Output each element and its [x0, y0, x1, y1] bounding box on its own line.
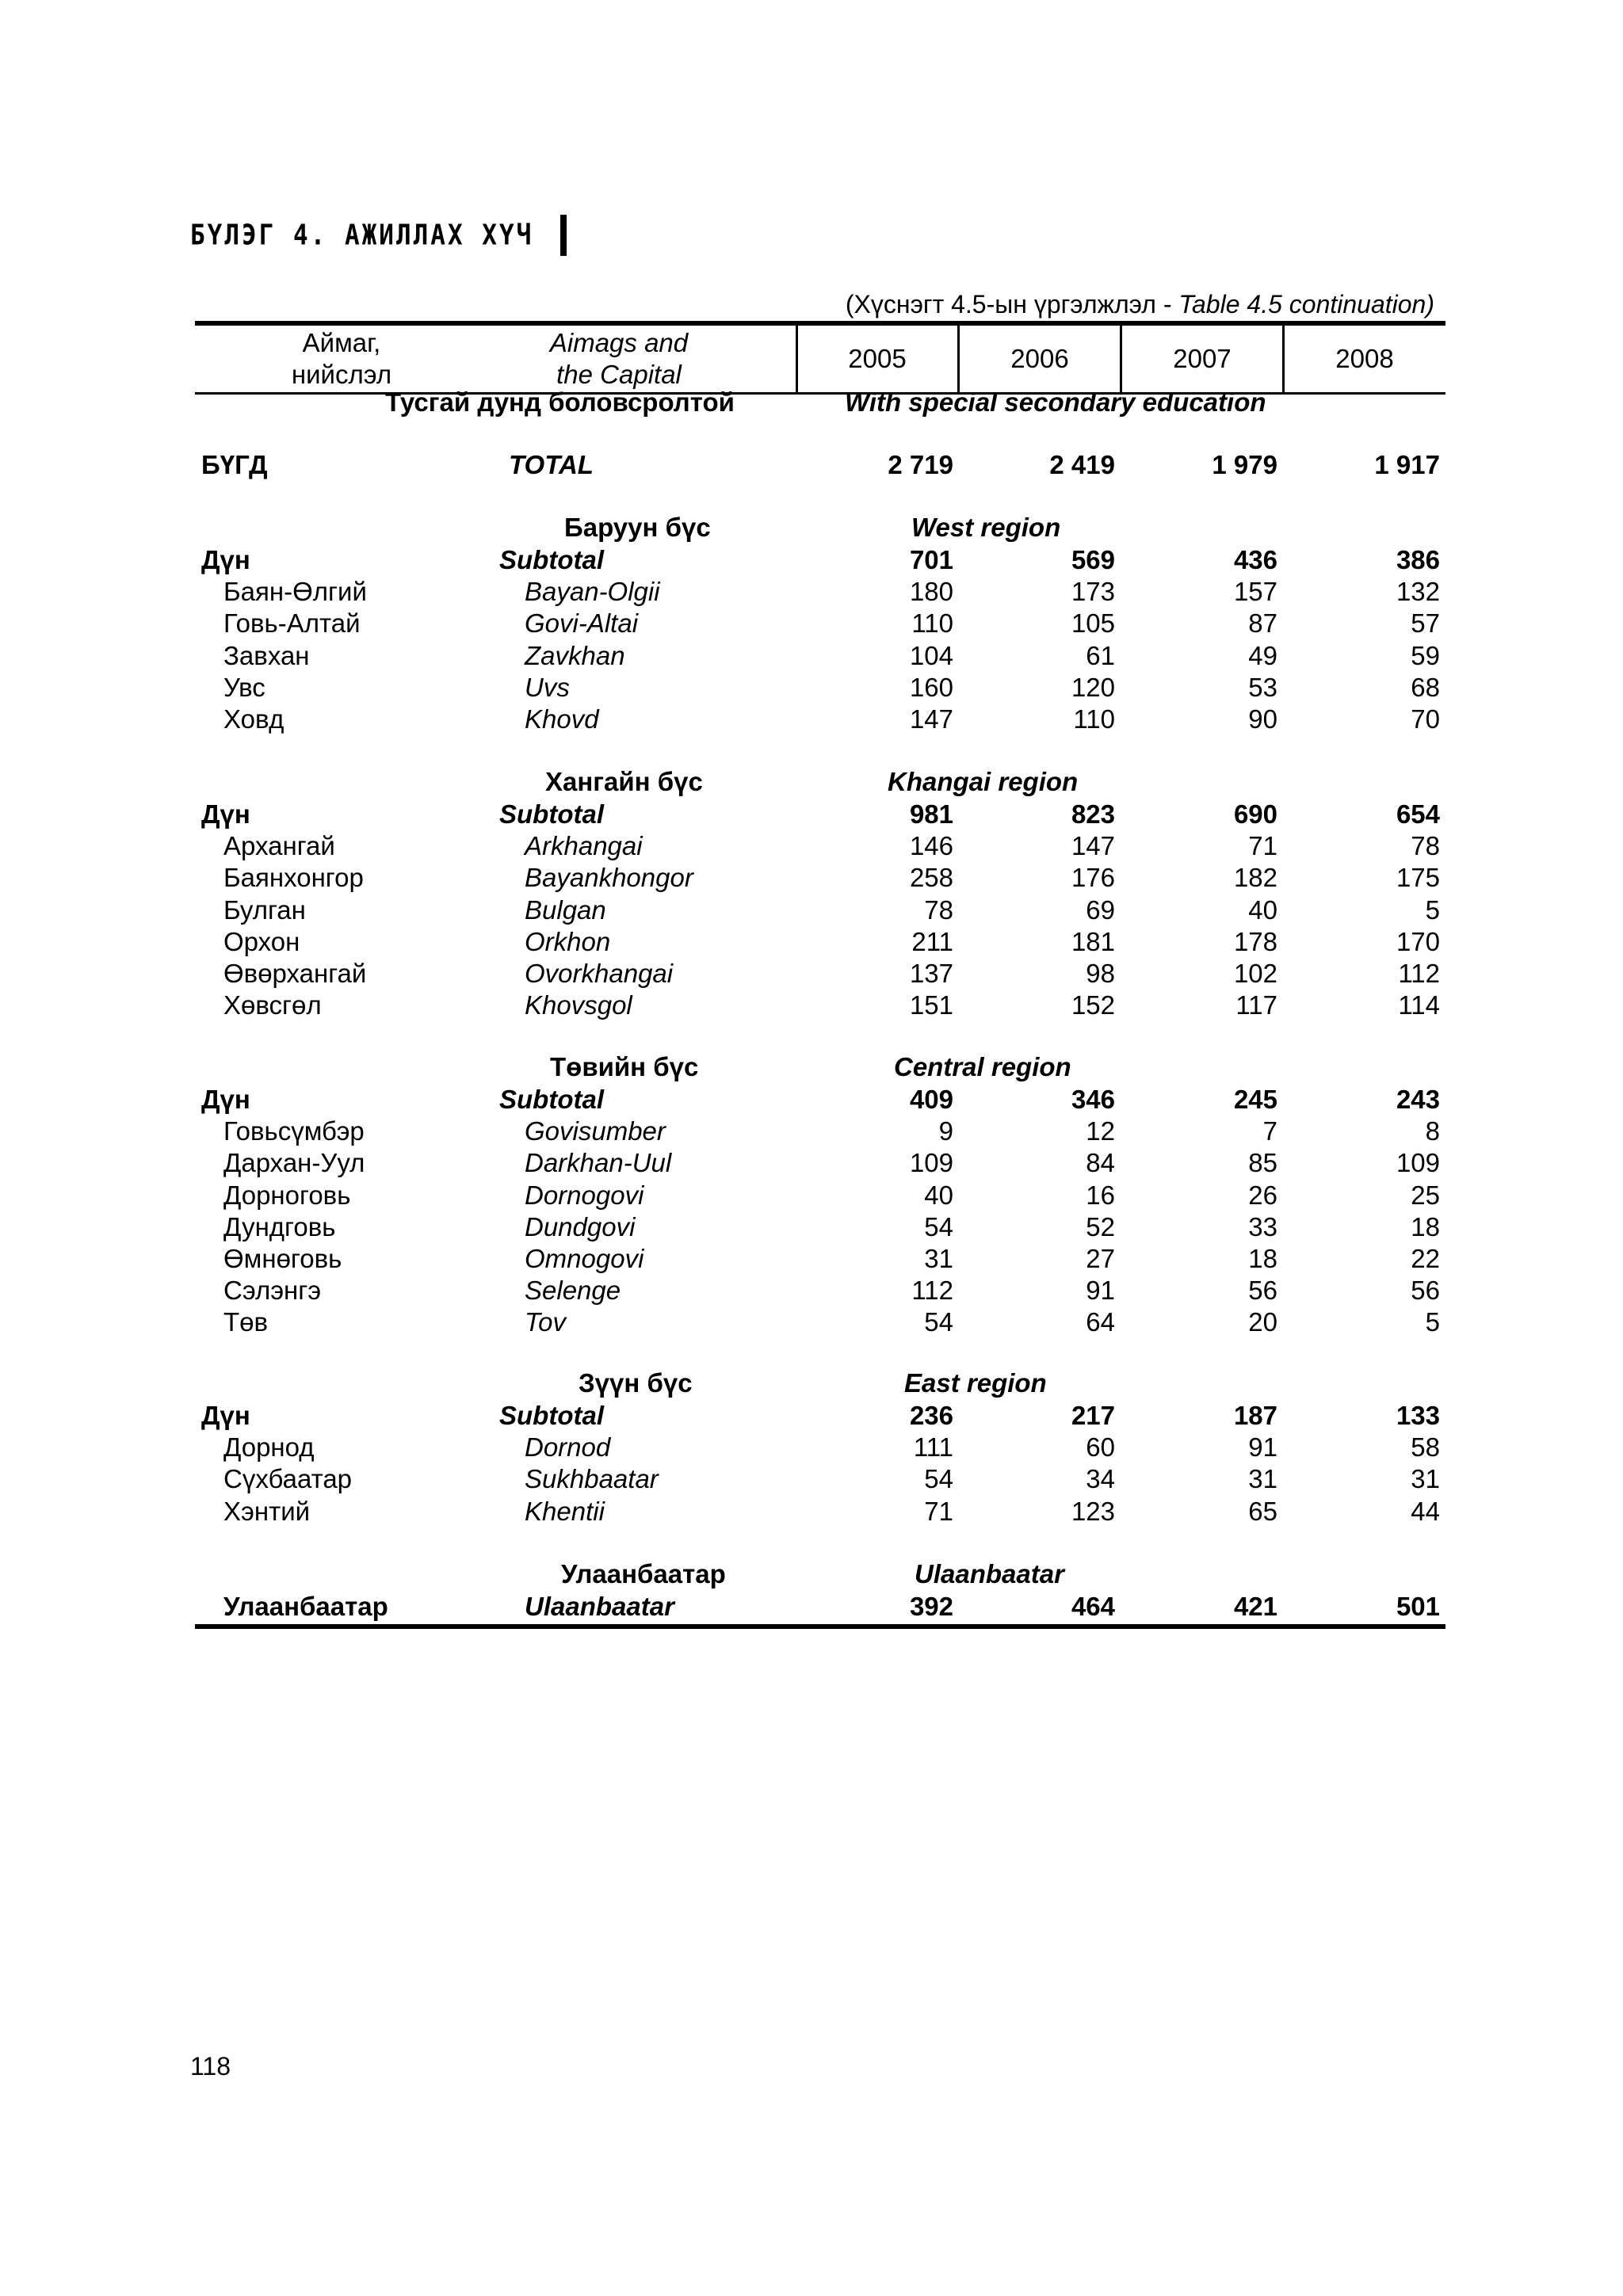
- table-cell-value: 175: [1396, 863, 1440, 892]
- table-cell-value: 58: [1411, 1432, 1440, 1462]
- table-cell-value: 245: [1233, 1085, 1277, 1114]
- table-cell-value: 98: [1086, 959, 1115, 988]
- table-cell-value: 12: [1086, 1116, 1115, 1146]
- table-row: [195, 640, 1445, 672]
- table-row: [195, 1275, 1445, 1306]
- table-cell-value: 690: [1233, 799, 1277, 829]
- column-header-en-line2: the Capital: [556, 360, 682, 389]
- row-label-mn: Говь-Алтай: [223, 608, 361, 638]
- table-cell-value: 71: [924, 1497, 953, 1526]
- row-label-mn: Сүхбаатар: [223, 1464, 353, 1493]
- row-label-mn: Говьсүмбэр: [223, 1116, 365, 1146]
- table-cell-value: 421: [1233, 1592, 1277, 1621]
- table-cell-value: 1 979: [1212, 450, 1277, 479]
- subtotal-row: [195, 544, 1445, 576]
- row-label-en: Bayankhongor: [525, 863, 693, 892]
- table-cell-value: 70: [1411, 704, 1440, 734]
- table-row: [195, 1306, 1445, 1338]
- table-cell-value: 114: [1398, 990, 1440, 1020]
- table-cell-value: 22: [1411, 1244, 1440, 1273]
- table-cell-value: 217: [1071, 1401, 1115, 1430]
- subtotal-row: [195, 1400, 1445, 1432]
- table-header: [195, 326, 1445, 392]
- row-label-mn: Булган: [223, 895, 306, 925]
- region-heading-en: East region: [904, 1368, 1047, 1398]
- row-label-mn: Завхан: [223, 641, 310, 670]
- table-row: [195, 990, 1445, 1021]
- row-label-en: Bayan-Olgii: [525, 577, 660, 606]
- table-row: [195, 1496, 1445, 1527]
- table-row: [195, 1463, 1445, 1495]
- region-heading: [195, 1051, 1445, 1084]
- row-label-en: Tov: [525, 1307, 566, 1337]
- row-label-en: Khovd: [525, 704, 599, 734]
- table-cell-value: 60: [1086, 1432, 1115, 1462]
- table-cell-value: 68: [1411, 673, 1440, 702]
- table-row: [195, 704, 1445, 735]
- table-cell-value: 346: [1071, 1085, 1115, 1114]
- table-cell-value: 110: [1073, 704, 1115, 734]
- row-label-mn: Дархан-Уул: [223, 1148, 365, 1177]
- region-heading: [195, 1367, 1445, 1400]
- column-header-mn-line2: нийслэл: [291, 360, 392, 389]
- table-cell-value: 147: [909, 704, 953, 734]
- year-header: 2007: [1173, 344, 1232, 373]
- table-row: [195, 958, 1445, 990]
- row-label-en: Arkhangai: [525, 831, 643, 860]
- table-cell-value: 181: [1071, 927, 1115, 956]
- row-label-en: Orkhon: [525, 927, 611, 956]
- row-label-mn: Баянхонгор: [223, 863, 364, 892]
- year-header: 2006: [1010, 344, 1069, 373]
- row-label-mn: Баян-Өлгий: [223, 577, 367, 606]
- table-cell-value: 54: [924, 1464, 953, 1493]
- table-cell-value: 9: [938, 1116, 953, 1146]
- region-heading-mn: Баруун бүс: [564, 513, 711, 542]
- table-cell-value: 823: [1071, 799, 1115, 829]
- table-cell-value: 176: [1071, 863, 1115, 892]
- row-label-en: Omnogovi: [525, 1244, 644, 1273]
- row-label-en: Uvs: [525, 673, 570, 702]
- table-cell-value: 27: [1086, 1244, 1115, 1273]
- year-header: 2005: [848, 344, 907, 373]
- table-cell-value: 64: [1086, 1307, 1115, 1337]
- table-cell-value: 31: [924, 1244, 953, 1273]
- table-cell-value: 18: [1248, 1244, 1277, 1273]
- table-cell-value: 65: [1248, 1497, 1277, 1526]
- row-label-mn: Дорноговь: [223, 1180, 351, 1210]
- table-row: [195, 1180, 1445, 1211]
- table-cell-value: 110: [911, 608, 953, 638]
- table-cell-value: 2 419: [1049, 450, 1115, 479]
- row-label-en: Khentii: [525, 1497, 605, 1526]
- table-row: [195, 1116, 1445, 1147]
- row-label-en: Bulgan: [525, 895, 606, 925]
- table-cell-value: 243: [1396, 1085, 1440, 1114]
- row-label-en: Khovsgol: [525, 990, 632, 1020]
- region-heading-mn: Хангайн бүс: [545, 767, 703, 796]
- table-cell-value: 16: [1086, 1180, 1115, 1210]
- row-label-mn: Хөвсгөл: [223, 990, 322, 1020]
- table-cell-value: 5: [1425, 1307, 1440, 1337]
- table-row: [195, 926, 1445, 958]
- region-heading-en: Ulaanbaatar: [915, 1559, 1064, 1589]
- chapter-title: БҮЛЭГ 4. АЖИЛЛАХ ХҮЧ: [190, 219, 534, 252]
- row-label-mn: Дүн: [201, 1085, 250, 1114]
- region-heading-en: West region: [911, 513, 1061, 542]
- row-label-mn: Дорнод: [223, 1432, 315, 1462]
- table-cell-value: 85: [1248, 1148, 1277, 1177]
- row-label-en: Sukhbaatar: [525, 1464, 659, 1493]
- table-row: [195, 830, 1445, 862]
- table-cell-value: 120: [1071, 673, 1115, 702]
- region-heading-en: Khangai region: [888, 767, 1079, 796]
- table-cell-value: 436: [1233, 545, 1277, 574]
- table-cell-value: 53: [1248, 673, 1277, 702]
- row-label-mn: Увс: [223, 673, 265, 702]
- table-cell-value: 123: [1071, 1497, 1115, 1526]
- table-cell-value: 160: [909, 673, 953, 702]
- row-label-mn: Өвөрхангай: [223, 959, 367, 988]
- row-label-mn: Дундговь: [223, 1212, 336, 1241]
- table-continuation-note: [846, 290, 1434, 319]
- row-label-mn: Улаанбаатар: [223, 1592, 388, 1621]
- subtotal-row: [195, 1084, 1445, 1116]
- total-row: [195, 449, 1445, 481]
- table-cell-value: 7: [1262, 1116, 1277, 1146]
- row-label-en: Subtotal: [499, 545, 604, 574]
- table-cell-value: 187: [1233, 1401, 1277, 1430]
- table-cell-value: 91: [1248, 1432, 1277, 1462]
- table-cell-value: 392: [909, 1592, 953, 1621]
- table-cell-value: 211: [911, 927, 953, 956]
- table-row: [195, 1243, 1445, 1275]
- table-cell-value: 84: [1086, 1148, 1115, 1177]
- table-cell-value: 91: [1086, 1276, 1115, 1305]
- row-label-en: Ulaanbaatar: [525, 1592, 674, 1621]
- row-label-mn: Орхон: [223, 927, 300, 956]
- table-cell-value: 170: [1396, 927, 1440, 956]
- table-cell-value: 40: [1248, 895, 1277, 925]
- region-heading-en: Central region: [894, 1052, 1071, 1081]
- table-cell-value: 33: [1248, 1212, 1277, 1241]
- table-cell-value: 105: [1071, 608, 1115, 638]
- table-cell-value: 78: [1411, 831, 1440, 860]
- row-label-en: Dornogovi: [525, 1180, 644, 1210]
- education-heading-mn: Тусгай дунд боловсролтой: [385, 387, 735, 417]
- table-cell-value: 182: [1233, 863, 1277, 892]
- table-row: [195, 1591, 1445, 1623]
- row-label-en: Ovorkhangai: [525, 959, 674, 988]
- table-cell-value: 157: [1233, 577, 1277, 606]
- table-row: [195, 608, 1445, 639]
- table-cell-value: 31: [1248, 1464, 1277, 1493]
- table-cell-value: 102: [1233, 959, 1277, 988]
- table-cell-value: 56: [1411, 1276, 1440, 1305]
- region-heading: [195, 765, 1445, 799]
- region-heading-mn: Зүүн бүс: [579, 1368, 693, 1398]
- table-cell-value: 180: [909, 577, 953, 606]
- table-cell-value: 112: [1398, 959, 1440, 988]
- region-heading-mn: Улаанбаатар: [561, 1559, 726, 1589]
- table-cell-value: 8: [1425, 1116, 1440, 1146]
- education-heading-en: With special secondary education: [845, 387, 1266, 417]
- row-label-en: Dornod: [525, 1432, 611, 1462]
- table-row: [195, 1147, 1445, 1179]
- table-cell-value: 44: [1411, 1497, 1440, 1526]
- table-cell-value: 69: [1086, 895, 1115, 925]
- region-heading-mn: Төвийн бүс: [550, 1052, 699, 1081]
- table-cell-value: 654: [1396, 799, 1440, 829]
- table-cell-value: 57: [1411, 608, 1440, 638]
- education-heading: [195, 386, 1445, 419]
- table-cell-value: 569: [1071, 545, 1115, 574]
- table-row: [195, 894, 1445, 926]
- row-label-mn: Дүн: [201, 1401, 250, 1430]
- table-cell-value: 409: [909, 1085, 953, 1114]
- table-cell-value: 151: [909, 990, 953, 1020]
- column-header-mn-line1: Аймаг,: [302, 328, 381, 357]
- row-label-mn: Дүн: [201, 545, 250, 574]
- table-cell-value: 1 917: [1374, 450, 1440, 479]
- table-cell-value: 111: [913, 1432, 953, 1462]
- column-header-en-line1: Aimags and: [549, 328, 689, 357]
- row-label-mn: Ховд: [223, 704, 285, 734]
- row-label-en: Govisumber: [525, 1116, 666, 1146]
- row-label-en: Subtotal: [499, 799, 604, 829]
- table-cell-value: 236: [909, 1401, 953, 1430]
- table-cell-value: 34: [1086, 1464, 1115, 1493]
- row-label-en: Zavkhan: [525, 641, 625, 670]
- table-cell-value: 701: [909, 545, 953, 574]
- table-bottom-rule: [195, 1624, 1445, 1629]
- row-label-en: Subtotal: [499, 1085, 604, 1114]
- table-cell-value: 173: [1071, 577, 1115, 606]
- column-header-mn: [258, 327, 425, 391]
- row-label-mn: Сэлэнгэ: [223, 1276, 322, 1305]
- table-cell-value: 87: [1248, 608, 1277, 638]
- table-cell-value: 981: [909, 799, 953, 829]
- column-header-en: [528, 327, 710, 391]
- table-cell-value: 178: [1233, 927, 1277, 956]
- table-cell-value: 147: [1071, 831, 1115, 860]
- row-label-en: Govi-Altai: [525, 608, 639, 638]
- table-cell-value: 49: [1248, 641, 1277, 670]
- table-cell-value: 146: [909, 831, 953, 860]
- table-cell-value: 26: [1248, 1180, 1277, 1210]
- chapter-header: [190, 208, 567, 263]
- table-cell-value: 109: [909, 1148, 953, 1177]
- table-cell-value: 152: [1071, 990, 1115, 1020]
- table-cell-value: 52: [1086, 1212, 1115, 1241]
- table-row: [195, 1432, 1445, 1463]
- table-cell-value: 5: [1425, 895, 1440, 925]
- table-cell-value: 54: [924, 1307, 953, 1337]
- table-cell-value: 117: [1235, 990, 1277, 1020]
- table-cell-value: 20: [1248, 1307, 1277, 1337]
- table-cell-value: 137: [909, 959, 953, 988]
- region-heading: [195, 511, 1445, 544]
- page-number: 118: [190, 2052, 231, 2081]
- subtotal-row: [195, 799, 1445, 830]
- row-label-mn: Дүн: [201, 799, 250, 829]
- row-label-en: Darkhan-Uul: [525, 1148, 672, 1177]
- table-row: [195, 862, 1445, 894]
- row-label-en: TOTAL: [509, 450, 594, 479]
- continuation-mn: (Хүснэгт 4.5-ын үргэлжлэл -: [845, 290, 1179, 318]
- row-label-mn: БҮГД: [201, 450, 268, 479]
- table-cell-value: 25: [1411, 1180, 1440, 1210]
- table-cell-value: 59: [1411, 641, 1440, 670]
- row-label-en: Subtotal: [499, 1401, 604, 1430]
- table-cell-value: 78: [924, 895, 953, 925]
- year-header: 2008: [1335, 344, 1394, 373]
- table-cell-value: 109: [1396, 1148, 1440, 1177]
- table-cell-value: 501: [1396, 1592, 1440, 1621]
- table-cell-value: 90: [1248, 704, 1277, 734]
- table-row: [195, 672, 1445, 704]
- region-heading: [195, 1558, 1445, 1591]
- table-cell-value: 2 719: [888, 450, 953, 479]
- table-cell-value: 386: [1396, 545, 1440, 574]
- row-label-mn: Төв: [223, 1307, 269, 1337]
- row-label-mn: Хэнтий: [223, 1497, 311, 1526]
- row-label-en: Selenge: [525, 1276, 621, 1305]
- table-cell-value: 31: [1411, 1464, 1440, 1493]
- table-row: [195, 576, 1445, 608]
- table-cell-value: 56: [1248, 1276, 1277, 1305]
- table-row: [195, 1211, 1445, 1243]
- continuation-en: Table 4.5 continuation): [1178, 290, 1434, 318]
- row-label-en: Dundgovi: [525, 1212, 636, 1241]
- table-cell-value: 104: [909, 641, 953, 670]
- table-cell-value: 71: [1248, 831, 1277, 860]
- table-cell-value: 54: [924, 1212, 953, 1241]
- table-cell-value: 18: [1411, 1212, 1440, 1241]
- row-label-mn: Өмнөговь: [223, 1244, 342, 1273]
- table-cell-value: 61: [1086, 641, 1115, 670]
- table-cell-value: 464: [1071, 1592, 1115, 1621]
- table-cell-value: 112: [911, 1276, 953, 1305]
- header-bar: [560, 215, 567, 256]
- table-cell-value: 258: [909, 863, 953, 892]
- table-cell-value: 133: [1396, 1401, 1440, 1430]
- table-cell-value: 132: [1396, 577, 1440, 606]
- row-label-mn: Архангай: [223, 831, 335, 860]
- table-cell-value: 40: [924, 1180, 953, 1210]
